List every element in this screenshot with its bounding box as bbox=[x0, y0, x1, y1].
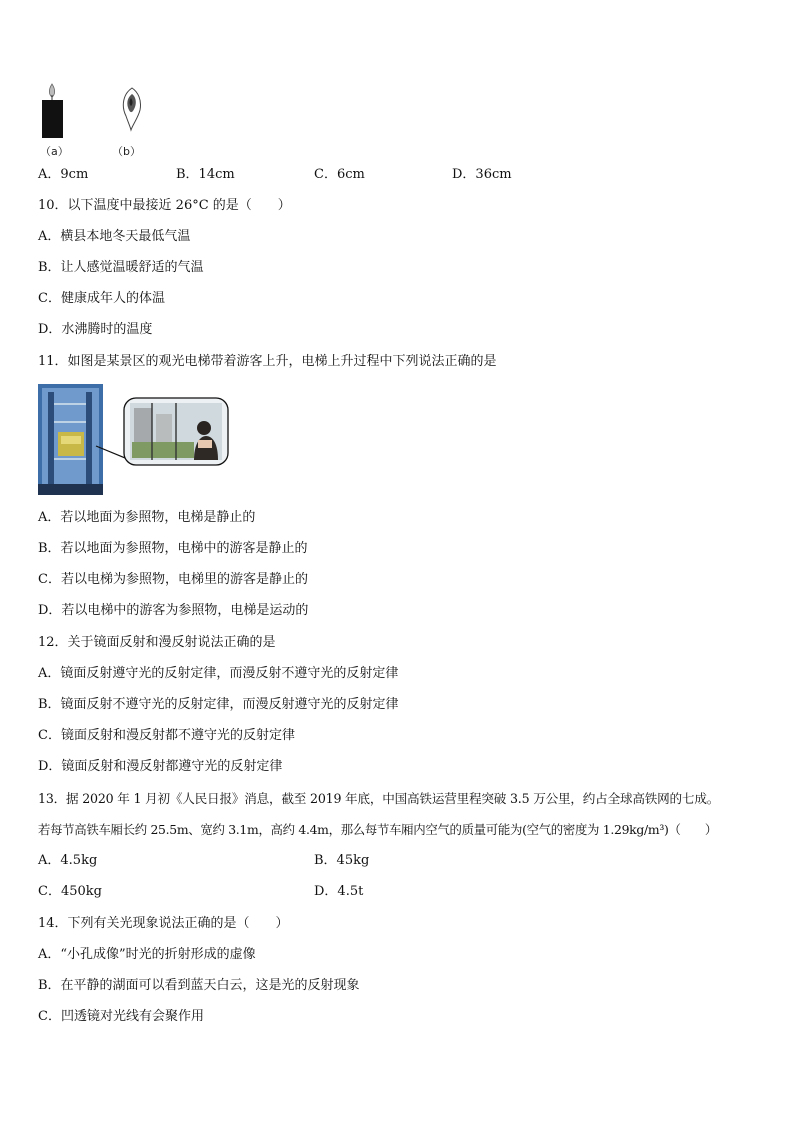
q13-option-d: D．4.5t bbox=[314, 884, 364, 899]
q14-option-c: C．凹透镜对光线有会聚作用 bbox=[38, 1009, 204, 1024]
q12-option-d: D．镜面反射和漫反射都遵守光的反射定律 bbox=[38, 759, 283, 774]
q11-stem: 11．如图是某景区的观光电梯带着游客上升，电梯上升过程中下列说法正确的是 bbox=[38, 354, 497, 369]
q14-option-a: A．“小孔成像”时光的折射形成的虚像 bbox=[38, 947, 256, 962]
q13-stem-line1: 13．据 2020 年 1 月初《人民日报》消息，截至 2019 年底，中国高铁运营里程突破 3.5 万公里，约占全球高铁网的七成。 bbox=[38, 791, 720, 806]
q9-option-c: C．6cm bbox=[314, 167, 365, 182]
q12-option-c: C．镜面反射和漫反射都不遵守光的反射定律 bbox=[38, 728, 295, 743]
q10-option-b: B．让人感觉温暖舒适的气温 bbox=[38, 260, 204, 275]
q12-stem: 12．关于镜面反射和漫反射说法正确的是 bbox=[38, 635, 276, 650]
q11-option-b: B．若以地面为参照物，电梯中的游客是静止的 bbox=[38, 541, 308, 556]
q13-option-b: B．45kg bbox=[314, 853, 370, 868]
q10-option-d: D．水沸腾时的温度 bbox=[38, 322, 153, 337]
q14-option-b: B．在平静的湖面可以看到蓝天白云，这是光的反射现象 bbox=[38, 978, 360, 993]
q11-option-a: A．若以地面为参照物，电梯是静止的 bbox=[38, 510, 256, 525]
q10-option-a: A．横县本地冬天最低气温 bbox=[38, 229, 191, 244]
q13-option-c: C．450kg bbox=[38, 884, 102, 899]
figure-caption-b: （b） bbox=[112, 145, 141, 158]
q9-option-a: A．9cm bbox=[38, 167, 89, 182]
q11-option-c: C．若以电梯为参照物，电梯里的游客是静止的 bbox=[38, 572, 308, 587]
q14-stem: 14．下列有关光现象说法正确的是（ ） bbox=[38, 916, 289, 931]
q13-stem-line2: 若每节高铁车厢长约 25.5m、宽约 3.1m，高约 4.4m，那么每节车厢内空气的质量可能为(空气的密度为 1.29kg/m³)（ ） bbox=[38, 822, 717, 837]
q13-option-a: A．4.5kg bbox=[38, 853, 98, 868]
q12-option-b: B．镜面反射不遵守光的反射定律，而漫反射遵守光的反射定律 bbox=[38, 697, 399, 712]
elevator-photo-illustration bbox=[38, 384, 232, 496]
q12-option-a: A．镜面反射遵守光的反射定律，而漫反射不遵守光的反射定律 bbox=[38, 666, 399, 681]
q11-option-d: D．若以电梯中的游客为参照物，电梯是运动的 bbox=[38, 603, 309, 618]
q9-option-d: D．36cm bbox=[452, 167, 512, 182]
q10-option-c: C．健康成年人的体温 bbox=[38, 291, 165, 306]
elevator-figure bbox=[38, 384, 232, 496]
q10-stem: 10．以下温度中最接近 26°C 的是（ ） bbox=[38, 198, 291, 213]
q9-option-b: B．14cm bbox=[176, 167, 235, 182]
figure-caption-a: （a） bbox=[40, 145, 69, 158]
